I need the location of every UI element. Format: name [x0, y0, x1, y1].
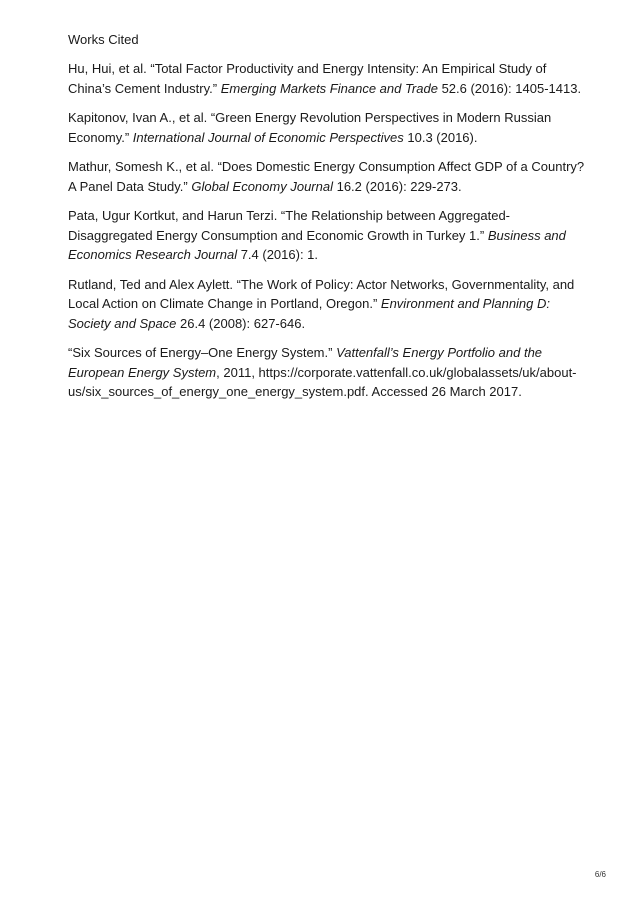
- reference-entry: [68, 206, 570, 265]
- reference-source-title: Economics Research Journal: [68, 247, 238, 262]
- reference-text: Economy.”: [68, 129, 133, 145]
- reference-details: 16.2 (2016): 229-273.: [332, 178, 462, 194]
- reference-details: 52.6 (2016): 1405-1413.: [437, 80, 582, 96]
- reference-source-title: Business and: [487, 227, 566, 243]
- reference-entry: [68, 157, 585, 196]
- reference-line: [68, 128, 570, 148]
- reference-text: China’s Cement Industry.”: [68, 80, 221, 96]
- reference-entry: [68, 108, 570, 147]
- reference-line: [68, 382, 570, 402]
- reference-text: us/six_sources_of_energy_one_energy_system.pdf. Accessed 26 March 2017.: [68, 384, 522, 399]
- reference-text: Hu, Hui, et al. “Total Factor Productivity and Energy Intensity: An Empirical Study of: [68, 61, 547, 76]
- reference-entry: [68, 275, 575, 334]
- reference-line: [68, 245, 570, 265]
- reference-line: [68, 363, 577, 383]
- reference-line: [68, 177, 570, 197]
- reference-source-title: Environment and Planning D:: [380, 296, 551, 311]
- reference-text: Local Action on Climate Change in Portland, Oregon.”: [68, 296, 381, 311]
- reference-text: Mathur, Somesh K., et al. “Does Domestic Energy Consumption Affect GDP of a Country?: [68, 159, 585, 174]
- reference-text: Kapitonov, Ivan A., et al. “Green Energy Revolution Perspectives in Modern Russian: [68, 110, 552, 125]
- reference-source-title: Global Economy Journal: [191, 178, 333, 194]
- reference-source-title: Society and Space: [68, 315, 177, 331]
- reference-details: 7.4 (2016): 1.: [237, 247, 319, 262]
- reference-text: Disaggregated Energy Consumption and Economic Growth in Turkey 1.”: [68, 227, 488, 243]
- reference-text: Rutland, Ted and Alex Aylett. “The Work of Policy: Actor Networks, Governmentality, and: [68, 276, 575, 292]
- reference-text: “Six Sources of Energy–One Energy System.”: [68, 345, 337, 360]
- reference-text: A Panel Data Study.”: [68, 178, 192, 194]
- reference-source-title: Vattenfall’s Energy Portfolio and the: [336, 345, 543, 360]
- reference-source-title: Emerging Markets Finance and Trade: [220, 80, 438, 96]
- reference-line: [68, 206, 570, 226]
- reference-text: Pata, Ugur Kortkut, and Harun Terzi. “The Relationship between Aggregated-: [68, 208, 511, 223]
- reference-entry: [68, 59, 582, 98]
- reference-list: [68, 59, 585, 412]
- reference-source-title: International Journal of Economic Perspectives: [132, 129, 404, 145]
- reference-line: [68, 343, 570, 363]
- reference-details: , 2011, https://corporate.vattenfall.co.uk/globalassets/uk/about-: [216, 364, 577, 380]
- reference-line: [68, 226, 570, 246]
- reference-line: [68, 79, 582, 99]
- reference-source-title: European Energy System: [68, 364, 217, 380]
- page-number: 6/6: [594, 870, 606, 879]
- reference-line: [68, 314, 570, 334]
- reference-line: [68, 294, 570, 314]
- page-title: Works Cited: [68, 32, 139, 47]
- reference-line: [68, 157, 585, 177]
- reference-line: [68, 59, 570, 79]
- reference-details: 10.3 (2016).: [403, 129, 478, 145]
- reference-line: [68, 275, 575, 295]
- reference-entry: [68, 343, 577, 402]
- reference-details: 26.4 (2008): 627-646.: [176, 315, 306, 331]
- reference-line: [68, 108, 570, 128]
